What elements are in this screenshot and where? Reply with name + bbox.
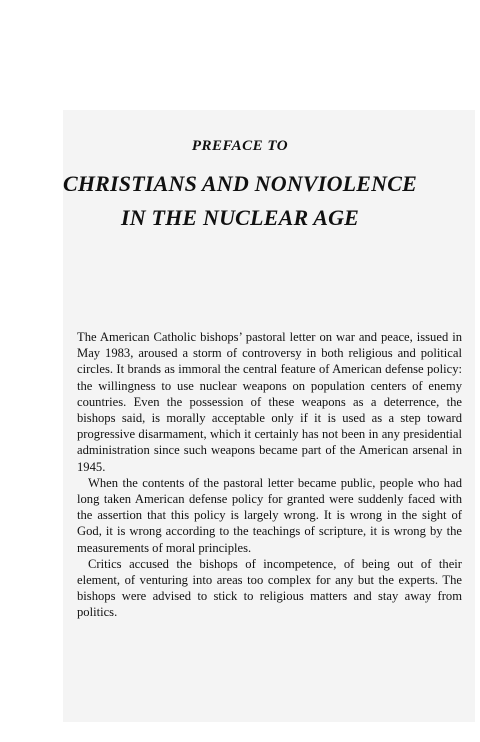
preface-kicker: PREFACE TO — [191, 138, 289, 154]
body-text — [77, 329, 462, 621]
paragraph-1: The American Catholic bishops’ pastoral letter on war and peace, issued in May 1983, aroused a storm of controversy in both religious and political circles. It brands as immoral the central feature of American defense policy: the willingness to use nuclear weapons on population centers of enemy countries. Even the possession of these weapons as a deterrence, the bishops said, is morally acceptable only if it is used as a step toward progressive disarmament, which it certainly has not been in any presidential administration since such weapons became part of the American arsenal in 1945. — [77, 330, 462, 474]
paragraph-3: Critics accused the bishops of incompetence, of being out of their element, of venturing into areas too complex for any but the experts. The bishops were advised to stick to religious matters and stay away from politics. — [77, 556, 462, 620]
page-title-line-2: IN THE NUCLEAR AGE — [120, 205, 360, 230]
page-title-line-1: CHRISTIANS AND NONVIOLENCE — [62, 171, 418, 196]
paragraph-2: When the contents of the pastoral letter became public, people who had long taken American defense policy for granted were suddenly faced with the assertion that this policy is largely wrong. It is wrong in the sight of God, it is wrong according to the teachings of scripture, it is wrong by the measurements of moral principles. — [77, 475, 462, 555]
